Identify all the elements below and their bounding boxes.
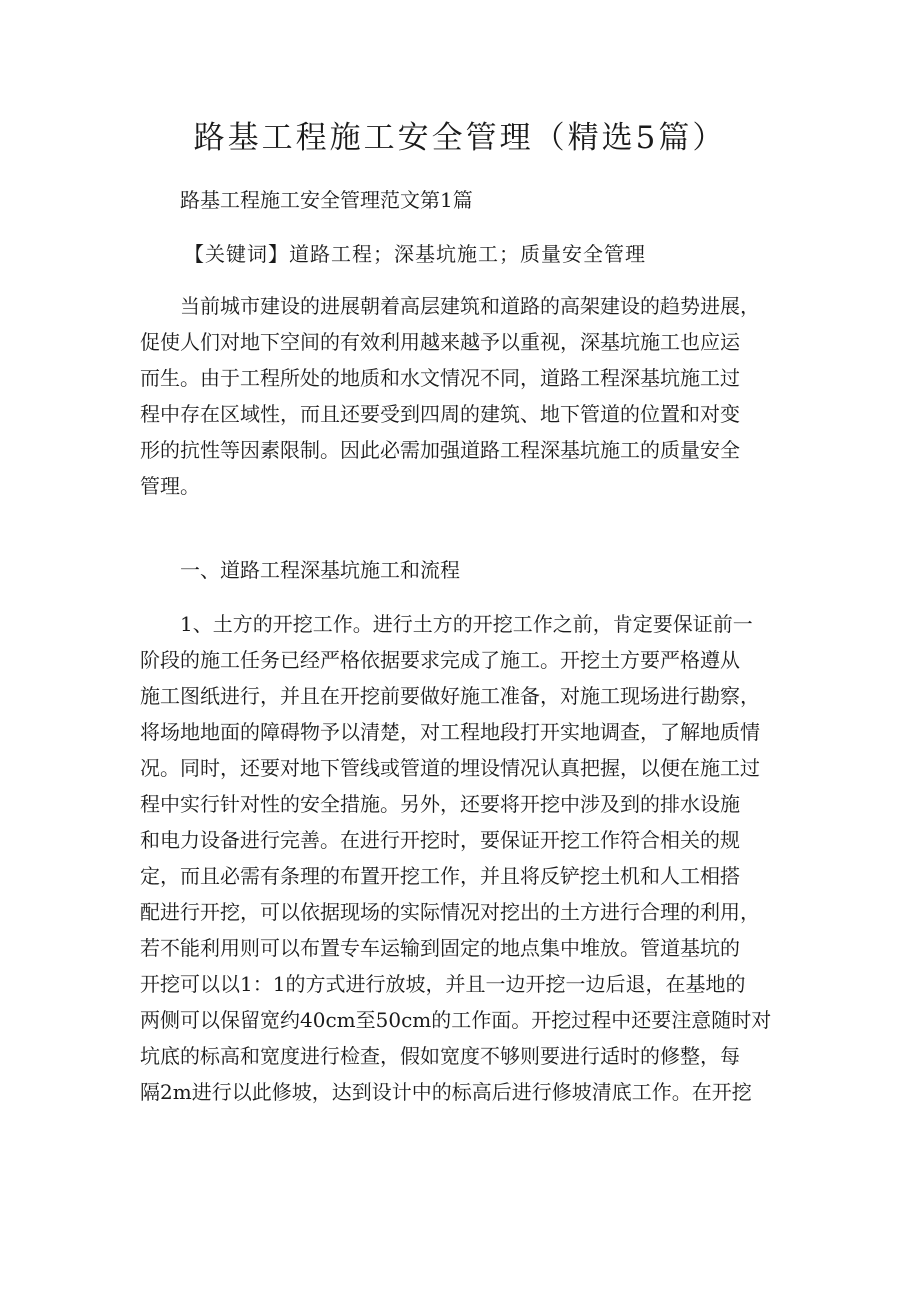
paragraph-line: 程中实行针对性的安全措施。另外，还要将开挖中涉及到的排水设施 xyxy=(140,792,740,816)
paragraph-line: 将场地地面的障碍物予以清楚，对工程地段打开实地调查，了解地质情 xyxy=(140,720,760,744)
paragraph-line: 隔2m进行以此修坡，达到设计中的标高后进行修坡清底工作。在开挖 xyxy=(140,1080,752,1104)
paragraph-line: 配进行开挖，可以依据现场的实际情况对挖出的土方进行合理的利用， xyxy=(140,900,760,924)
paragraph-line: 和电力设备进行完善。在进行开挖时，要保证开挖工作符合相关的规 xyxy=(140,828,740,852)
keywords-line: 【关键词】道路工程；深基坑施工；质量安全管理 xyxy=(184,242,646,266)
paragraph-line: 当前城市建设的进展朝着高层建筑和道路的高架建设的趋势进展， xyxy=(180,294,760,318)
paragraph-line: 坑底的标高和宽度进行检查，假如宽度不够则要进行适时的修整，每 xyxy=(140,1044,740,1068)
paragraph-line: 两侧可以保留宽约40cm至50cm的工作面。开挖过程中还要注意随时对 xyxy=(140,1008,772,1032)
paragraph-line: 况。同时，还要对地下管线或管道的埋设情况认真把握，以便在施工过 xyxy=(140,756,760,780)
paragraph-line: 而生。由于工程所处的地质和水文情况不同，道路工程深基坑施工过 xyxy=(140,366,740,390)
paragraph-line: 形的抗性等因素限制。因此必需加强道路工程深基坑施工的质量安全 xyxy=(140,438,740,462)
paragraph-line: 施工图纸进行，并且在开挖前要做好施工准备，对施工现场进行勘察， xyxy=(140,684,760,708)
paragraph-line: 程中存在区域性，而且还要受到四周的建筑、地下管道的位置和对变 xyxy=(140,402,740,426)
section-heading: 一、道路工程深基坑施工和流程 xyxy=(180,558,460,582)
paragraph-line: 开挖可以以1：1的方式进行放坡，并且一边开挖一边后退，在基地的 xyxy=(140,972,746,996)
subtitle: 路基工程施工安全管理范文第1篇 xyxy=(180,188,473,212)
paragraph-line: 1、土方的开挖工作。进行土方的开挖工作之前，肯定要保证前一 xyxy=(180,612,753,636)
paragraph-line: 促使人们对地下空间的有效利用越来越予以重视，深基坑施工也应运 xyxy=(140,330,740,354)
paragraph-line: 若不能利用则可以布置专车运输到固定的地点集中堆放。管道基坑的 xyxy=(140,936,740,960)
document-title: 路基工程施工安全管理（精选5篇） xyxy=(193,120,727,156)
paragraph-line: 定，而且必需有条理的布置开挖工作，并且将反铲挖土机和人工相搭 xyxy=(140,864,740,888)
paragraph-line: 管理。 xyxy=(140,474,200,498)
paragraph-line: 阶段的施工任务已经严格依据要求完成了施工。开挖土方要严格遵从 xyxy=(140,648,740,672)
